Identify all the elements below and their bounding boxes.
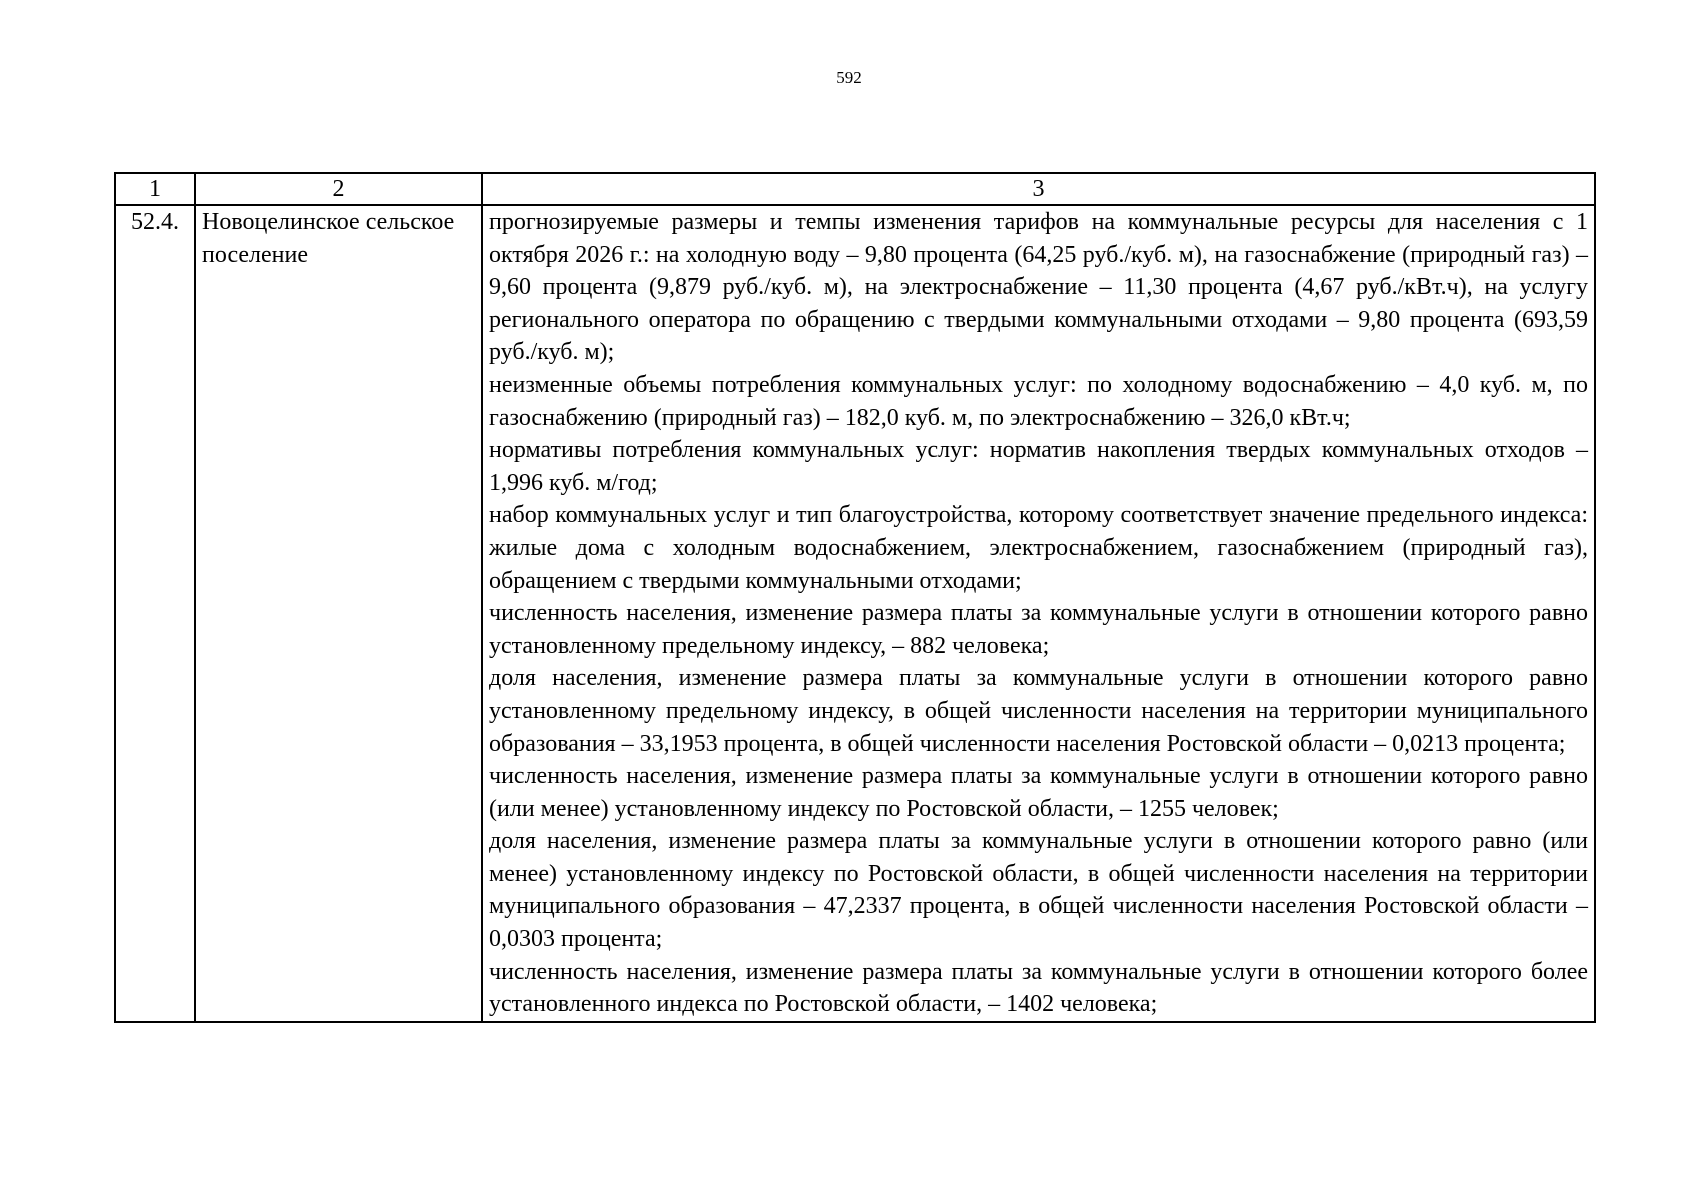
table-header-row (115, 173, 1595, 205)
population-above-index-paragraph: численность населения, изменение размера платы за коммунальные услуги в отношении которого более установленного индекса по Ростовской области, – 1402 человека; (489, 958, 1588, 1018)
table-row (115, 205, 1595, 1022)
share-regional-index-paragraph: доля населения, изменение размера платы за коммунальные услуги в отношении которого равно (или менее) установленному индексу по Ростовской области, в общей численности населения на территории муниципального образования – 47,2337 процента, в общей численности населения Ростовской области – 0,0303 процента; (489, 828, 1588, 953)
consumption-norms-paragraph: нормативы потребления коммунальных услуг: норматив накопления твердых коммунальных отходов – 1,996 куб. м/год; (489, 437, 1588, 496)
tariff-details-cell (482, 205, 1595, 1022)
population-regional-index-paragraph: численность населения, изменение размера платы за коммунальные услуги в отношении которого равно (или менее) установленному индексу по Ростовской области, – 1255 человек; (489, 763, 1588, 822)
population-equal-index-paragraph: численность населения, изменение размера платы за коммунальные услуги в отношении которого равно установленному предельному индексу, – 882 человека; (489, 600, 1588, 659)
row-number-cell: 52.4. (115, 205, 195, 1022)
share-equal-index-paragraph: доля населения, изменение размера платы за коммунальные услуги в отношении которого равно установленному предельному индексу, в общей численности населения на территории муниципального образования – 33,1953 процента, в общей численности населения Ростовской области – 0,0213 процента; (489, 665, 1588, 757)
header-cell-2: 2 (195, 173, 482, 205)
settlement-name-cell: Новоцелинское сельское поселение (195, 205, 482, 1022)
tariff-table (114, 172, 1596, 1023)
page-number: 592 (836, 68, 862, 87)
header-cell-1: 1 (115, 173, 195, 205)
consumption-volumes-paragraph: неизменные объемы потребления коммунальных услуг: по холодному водоснабжению – 4,0 куб. м, по газоснабжению (природный газ) – 182,0 куб. м, по электроснабжению – 326,0 кВт.ч; (489, 371, 1588, 431)
tariff-forecast-paragraph: прогнозируемые размеры и темпы изменения тарифов на коммунальные ресурсы для населения с 1 октября 2026 г.: на холодную воду – 9,80 процента (64,25 руб./куб. м), на газоснабжение (природный газ) – 9,60 процента (9,879 руб./куб. м), на электроснабжение – 11,30 процента (4,67 руб./кВт.ч), на услугу регионального оператора по обращению с твердыми коммунальными отходами – 9,80 процента (693,59 руб./куб. м); (489, 209, 1588, 366)
header-cell-3: 3 (482, 173, 1595, 205)
utility-set-paragraph: набор коммунальных услуг и тип благоустройства, которому соответствует значение предельного индекса: жилые дома с холодным водоснабжением, электроснабжением, газоснабжением (природный газ), обращением с твердыми коммунальными отходами; (489, 502, 1588, 594)
